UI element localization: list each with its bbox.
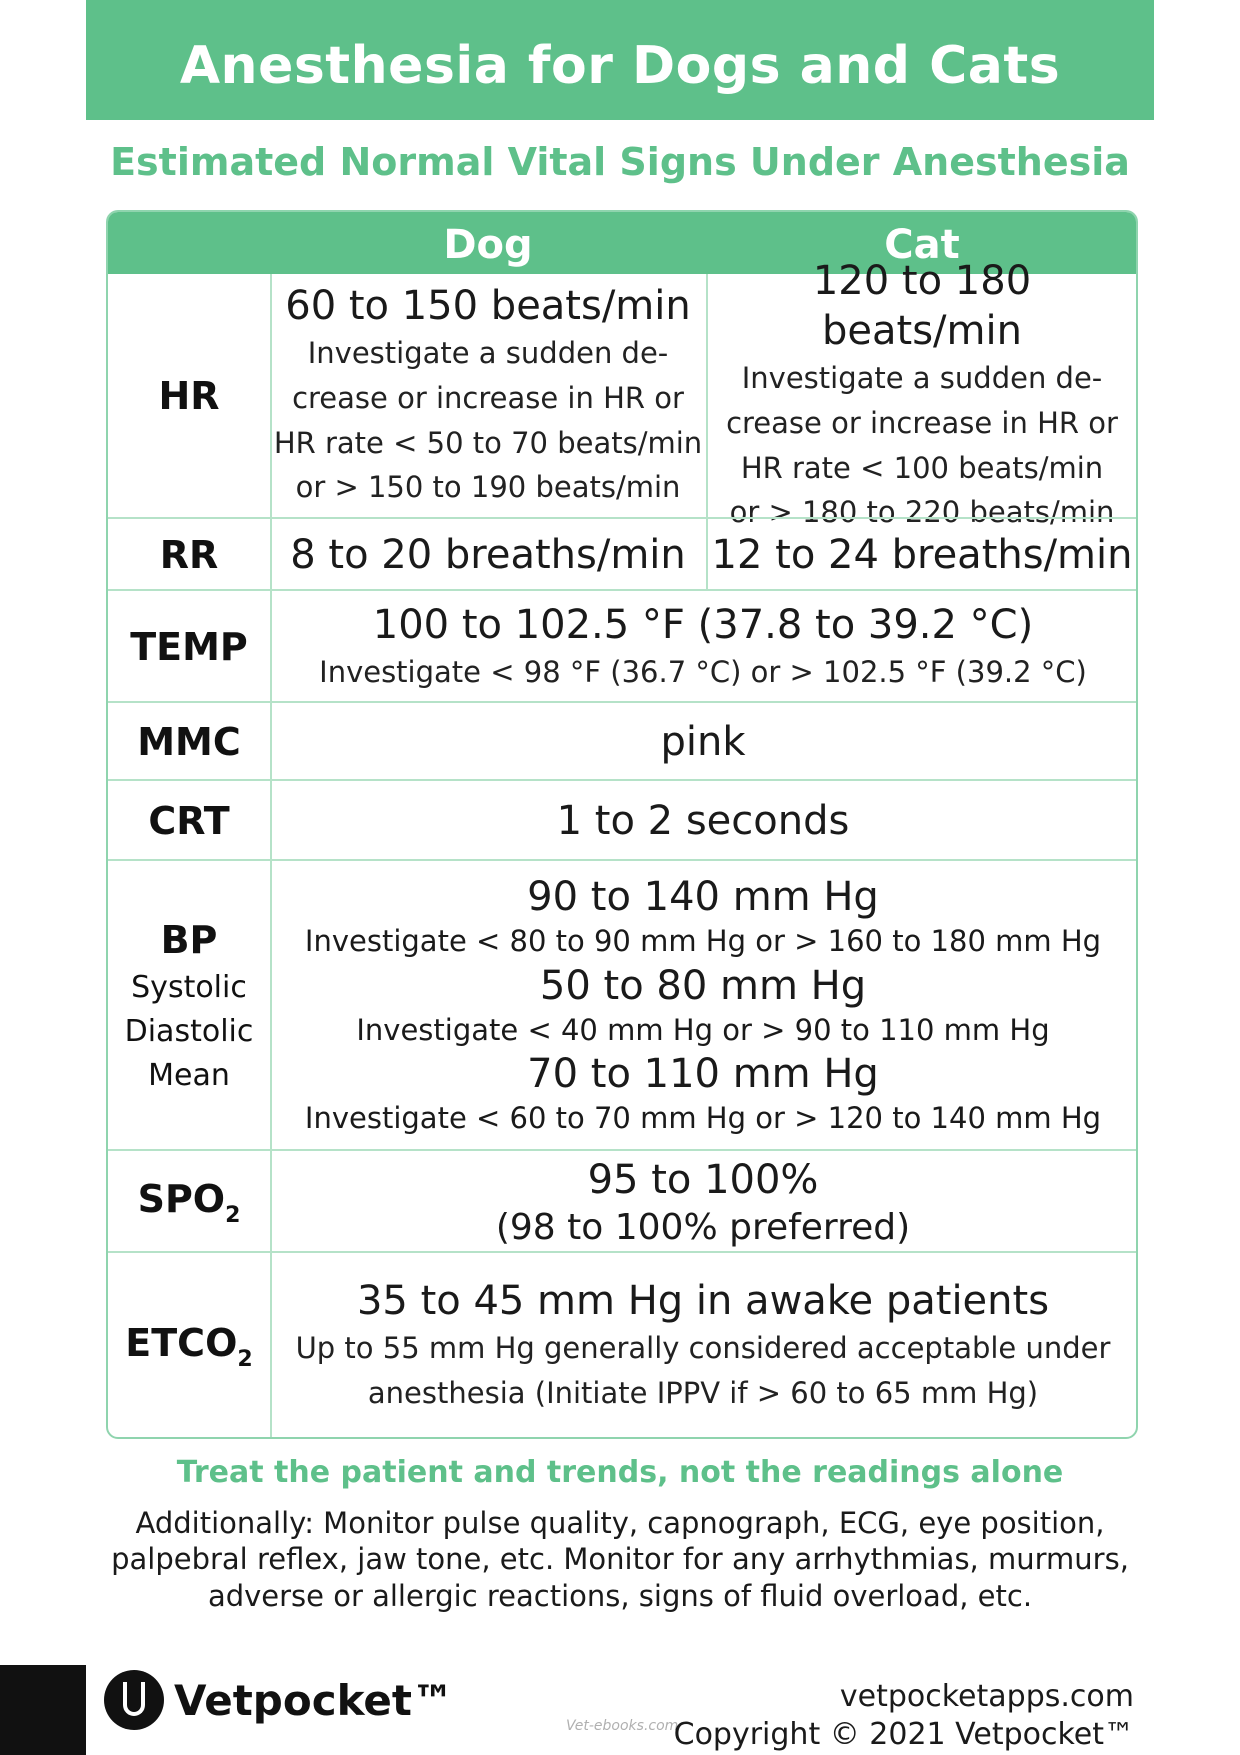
column-header-dog: Dog (443, 222, 533, 268)
table-row-rr (108, 517, 1136, 591)
hr-cat-cell (708, 257, 1136, 530)
title-banner (86, 0, 1154, 120)
row-label-cell (108, 781, 272, 861)
spo2-range: 95 to 100% (587, 1156, 819, 1203)
temp-cell (270, 591, 1136, 703)
spo2-cell (270, 1151, 1136, 1253)
bp-sublabel-mean: Mean (148, 1058, 230, 1093)
row-label-etco2: $ETCO_2$ (125, 1320, 253, 1372)
brand-logo (104, 1670, 454, 1730)
watermark: Vet-ebooks.com (566, 1718, 679, 1734)
mmc-cell (270, 703, 1136, 781)
treat-note: Treat the patient and trends, not the readings alone (176, 1455, 1064, 1490)
row-label-cell (108, 861, 272, 1151)
page-title: Anesthesia for Dogs and Cats (179, 36, 1061, 96)
corner-shadow (0, 1665, 86, 1755)
row-label-bp: BP (160, 918, 218, 962)
reference-card (86, 0, 1154, 1755)
table-row-bp (108, 859, 1136, 1151)
bp-diastolic-range: 50 to 80 mm Hg (539, 962, 867, 1009)
rr-cat-cell (708, 519, 1136, 591)
etco2-cell (270, 1253, 1136, 1439)
row-label-cell (108, 591, 272, 703)
additional-line-2: palpebral reflex, jaw tone, etc. Monitor for any arrhythmias, murmurs, (111, 1542, 1129, 1577)
additional-notes (106, 1505, 1134, 1614)
rr-cat-value: 12 to 24 breaths/min (711, 532, 1133, 578)
right-margin (1154, 0, 1240, 1755)
bp-systolic-note: Investigate < 80 to 90 mm Hg or > 160 to 180 mm Hg (304, 924, 1102, 959)
hr-cat-note-2: crease or increase in HR or (726, 405, 1118, 440)
crt-value: 1 to 2 seconds (556, 798, 850, 844)
row-label-mmc: MMC (137, 720, 241, 764)
temp-range: 100 to 102.5 °F (37.8 to 39.2 °C) (372, 601, 1034, 648)
hr-cat-note-3: HR rate < 100 beats/min (740, 450, 1104, 485)
hr-dog-cell (270, 274, 708, 517)
row-label-cell (108, 703, 272, 781)
hr-cat-note-4: or > 180 to 220 beats/min (729, 495, 1115, 530)
row-label-crt: CRT (148, 799, 230, 843)
row-label-temp: TEMP (130, 625, 248, 669)
table-row-hr (108, 257, 1136, 530)
hr-cat-range: 120 to 180 beats/min (812, 257, 1032, 354)
bp-cell (270, 861, 1136, 1151)
etco2-note-1: Up to 55 mm Hg generally considered acceptable under (295, 1331, 1111, 1366)
crt-cell (270, 781, 1136, 861)
copyright: Copyright © 2021 Vetpocket™ (673, 1716, 1134, 1752)
vetpocket-logo-icon (104, 1670, 164, 1730)
row-label-cell (108, 1151, 272, 1253)
row-label-rr: RR (159, 533, 219, 577)
hr-dog-note-3: HR rate < 50 to 70 beats/min (273, 425, 703, 460)
spo2-note: (98 to 100% preferred) (495, 1206, 911, 1248)
vital-signs-table (106, 210, 1138, 1439)
etco2-range: 35 to 45 mm Hg in awake patients (356, 1278, 1050, 1325)
hr-dog-note-4: or > 150 to 190 beats/min (295, 470, 681, 505)
row-label-hr: HR (158, 373, 220, 418)
column-header-cat: Cat (884, 222, 960, 268)
left-margin (0, 0, 86, 1755)
table-row-spo2 (108, 1149, 1136, 1253)
table-row-mmc (108, 701, 1136, 781)
row-label-cell (108, 274, 272, 517)
hr-dog-note-2: crease or increase in HR or (292, 380, 684, 415)
additional-line-3: adverse or allergic reactions, signs of fluid overload, etc. (207, 1578, 1033, 1613)
row-label-spo2: $SPO_2$ (137, 1176, 241, 1228)
site-info (674, 1678, 1134, 1753)
bp-mean-range: 70 to 110 mm Hg (527, 1051, 879, 1098)
row-label-cell (108, 1253, 272, 1439)
bp-mean-note: Investigate < 60 to 70 mm Hg or > 120 to 140 mm Hg (304, 1101, 1102, 1136)
bp-diastolic-note: Investigate < 40 mm Hg or > 90 to 110 mm Hg (356, 1012, 1050, 1047)
rr-dog-cell (270, 519, 708, 591)
bp-sublabel-systolic: Systolic (131, 970, 247, 1005)
temp-note: Investigate < 98 °F (36.7 °C) or > 102.5 °F (39.2 °C) (319, 654, 1087, 689)
website-link[interactable]: vetpocketapps.com (839, 1679, 1134, 1714)
hr-dog-note-1: Investigate a sudden de- (307, 335, 669, 370)
brand-name: Vetpocket™ (174, 1675, 454, 1725)
hr-dog-range: 60 to 150 beats/min (285, 282, 691, 329)
table-row-crt (108, 779, 1136, 861)
table-row-temp (108, 589, 1136, 703)
hr-cat-note-1: Investigate a sudden de- (741, 360, 1103, 395)
additional-line-1: Additionally: Monitor pulse quality, capnograph, ECG, eye position, (135, 1506, 1105, 1540)
table-row-etco2 (108, 1251, 1136, 1439)
bp-systolic-range: 90 to 140 mm Hg (527, 874, 879, 921)
row-label-cell (108, 519, 272, 591)
rr-dog-value: 8 to 20 breaths/min (290, 532, 686, 578)
etco2-note-2: anesthesia (Initiate IPPV if > 60 to 65 mm Hg) (367, 1376, 1039, 1410)
bp-sublabel-diastolic: Diastolic (124, 1014, 254, 1049)
page-subtitle: Estimated Normal Vital Signs Under Anesthesia (110, 140, 1130, 184)
mmc-value: pink (660, 719, 746, 765)
